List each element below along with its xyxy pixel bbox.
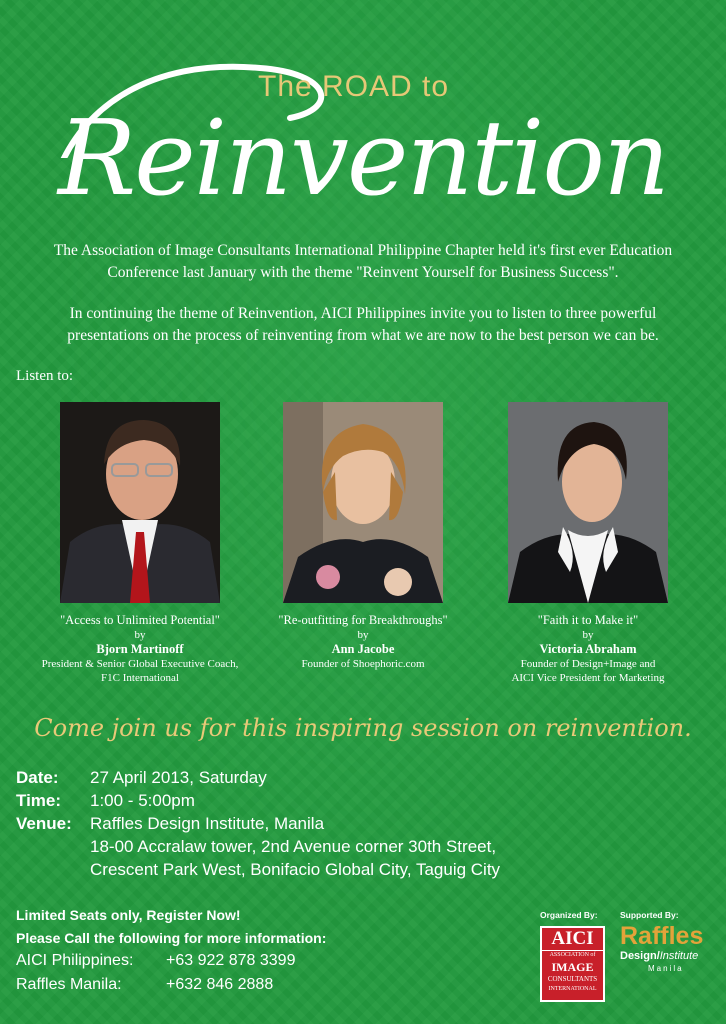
- venue-value-1: Raffles Design Institute, Manila: [90, 814, 325, 833]
- speaker-photo-ann: [283, 402, 443, 603]
- call-to-action: Come join us for this inspiring session on reinvention.: [34, 714, 692, 742]
- speaker-card-2: [263, 402, 463, 671]
- aici-logo-text: AICI: [542, 928, 603, 951]
- raffles-logo-design: Design: [620, 950, 657, 962]
- speaker-3-by: by: [582, 629, 594, 641]
- date-label: Date:: [16, 768, 59, 787]
- contact-aici-label: AICI Philippines:: [16, 952, 134, 969]
- aici-logo-line5: INTERNATIONAL: [548, 986, 597, 992]
- page-title: Reinvention: [57, 97, 669, 219]
- intro-paragraph-2: [10, 303, 716, 347]
- speaker-2-name: Ann Jacobe: [331, 642, 395, 656]
- listen-label: Listen to:: [16, 368, 74, 384]
- venue-value-2: 18-00 Accralaw tower, 2nd Avenue corner 30th Street,: [90, 837, 497, 856]
- aici-logo: [540, 926, 605, 1002]
- event-venue: [16, 812, 324, 835]
- intro-paragraph-1: [10, 240, 716, 284]
- event-date: [16, 766, 267, 789]
- intro-p2-line2: presentations on the process of reinventing from what we are now to the best person we can be.: [67, 327, 659, 344]
- speaker-3-talk: "Faith it to Make it": [537, 613, 639, 627]
- event-time: [16, 789, 195, 812]
- aici-logo-line4: CONSULTANTS: [547, 975, 598, 983]
- speaker-photo-victoria: [508, 402, 668, 603]
- speaker-photo-bjorn: [60, 402, 220, 603]
- raffles-logo-text: Raffles: [620, 922, 704, 950]
- aici-logo-line3: IMAGE: [551, 960, 594, 974]
- speaker-2-talk: "Re-outfitting for Breakthroughs": [278, 613, 448, 627]
- intro-p1-line2: Conference last January with the theme "Reinvent Yourself for Business Success".: [107, 264, 619, 281]
- aici-logo-line2: ASSOCIATION of: [549, 952, 596, 958]
- venue-value-3: Crescent Park West, Bonifacio Global City, Taguig City: [90, 860, 501, 879]
- speaker-1-by: by: [134, 629, 146, 641]
- title-top-line: The ROAD to: [258, 70, 450, 103]
- contact-raffles-label: Raffles Manila:: [16, 976, 122, 993]
- speaker-2-by: by: [357, 629, 369, 641]
- speaker-card-1: [40, 402, 240, 685]
- register-line-2: Please Call the following for more information:: [16, 930, 327, 946]
- supported-by-label: Supported By:: [620, 910, 679, 920]
- contact-aici: [16, 949, 295, 973]
- organized-by-label: Organized By:: [540, 910, 598, 920]
- time-value: 1:00 - 5:00pm: [90, 791, 195, 810]
- contact-raffles-phone: +632 846 2888: [166, 976, 274, 993]
- speaker-1-role-2: F1C International: [101, 672, 179, 684]
- speaker-3-role-2: AICI Vice President for Marketing: [511, 672, 665, 684]
- intro-p1-line1: The Association of Image Consultants International Philippine Chapter held it's first ever Education: [53, 242, 673, 259]
- raffles-logo-city: Manila: [648, 964, 684, 973]
- venue-label: Venue:: [16, 814, 72, 833]
- register-line-1: Limited Seats only, Register Now!: [16, 907, 241, 923]
- raffles-logo: Raffles Design/Institute Manila: [620, 922, 720, 974]
- speaker-3-role-1: Founder of Design+Image and: [520, 658, 656, 670]
- date-value: 27 April 2013, Saturday: [90, 768, 267, 787]
- contact-raffles: [16, 973, 273, 997]
- speaker-1-talk: "Access to Unlimited Potential": [60, 613, 220, 627]
- contact-aici-phone: +63 922 878 3399: [166, 952, 296, 969]
- speaker-2-role-1: Founder of Shoephoric.com: [301, 658, 425, 670]
- intro-p2-line1: In continuing the theme of Reinvention, AICI Philippines invite you to listen to three powerful: [69, 305, 657, 322]
- time-label: Time:: [16, 791, 62, 810]
- speaker-1-role-1: President & Senior Global Executive Coach,: [41, 658, 239, 670]
- raffles-logo-institute: Institute: [659, 950, 699, 962]
- speaker-3-name: Victoria Abraham: [539, 642, 637, 656]
- speaker-card-3: [488, 402, 688, 685]
- speaker-1-name: Bjorn Martinoff: [96, 642, 184, 656]
